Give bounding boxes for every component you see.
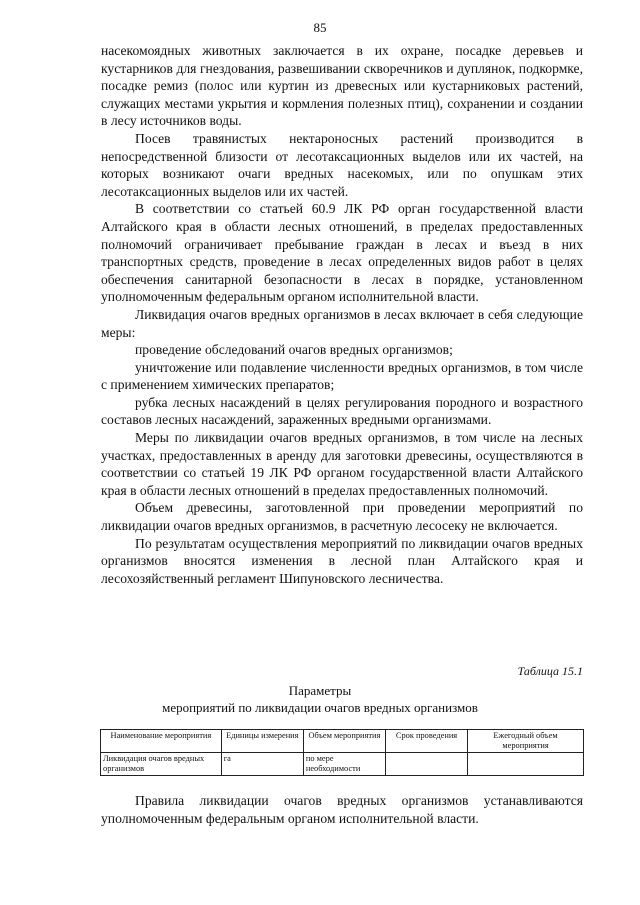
table-title-line: Параметры [288, 683, 352, 698]
table-caption: Таблица 15.1 [517, 664, 583, 678]
table-cell [385, 753, 467, 776]
table-header-cell: Единицы измерения [221, 730, 303, 753]
table-cell [468, 753, 584, 776]
table-header-cell: Наименование мероприятия [101, 730, 222, 753]
list-item: уничтожение или подавление численности вредных организмов, в том числе с применением химических препаратов; [101, 359, 583, 393]
table-cell: по мере необходимости [303, 753, 385, 776]
final-text [101, 792, 583, 827]
table-header-cell: Ежегодный объем мероприятия [468, 730, 584, 753]
table-cell: га [221, 753, 303, 776]
paragraph: По результатам осуществления мероприятий по ликвидации очагов вредных организмов вносятся изменения в лесной план Алтайского края и лесохозяйственный регламент Шипуновского лесничества. [101, 535, 583, 586]
body-text [101, 42, 583, 587]
table-cell: Ликвидация очагов вредных организмов [101, 753, 222, 776]
paragraph: Ликвидация очагов вредных организмов в лесах включает в себя следующие меры: [101, 306, 583, 340]
table-header-cell: Срок проведения [385, 730, 467, 753]
table-title [0, 682, 640, 716]
paragraph: Объем древесины, заготовленной при проведении мероприятий по ликвидации очагов вредных организмов, в расчетную лесосеку не включается. [101, 500, 583, 534]
paragraph: Меры по ликвидации очагов вредных организмов, в том числе на лесных участках, предоставленных в аренду для заготовки древесины, осуществляются в соответствии со статьей 19 ЛК РФ органом государственной власти Алтайского края в области лесных отношений в пределах предоставленных полномочий. [101, 430, 583, 498]
table-title-line: мероприятий по ликвидации очагов вредных организмов [162, 700, 478, 715]
parameters-table [100, 729, 584, 776]
table-header-row [101, 730, 584, 753]
table-header-cell: Объем мероприятия [303, 730, 385, 753]
paragraph: насекомоядных животных заключается в их охране, посадке деревьев и кустарников для гнездования, развешивании скворечников и дуплянок, подкормке, посадке ремиз (полос или куртин из древесных или кустарниковых растений, служащих местами укрытия и кормления полезных птиц), сохранении и создании в лесу источников воды. [101, 43, 583, 129]
paragraph: В соответствии со статьей 60.9 ЛК РФ орган государственной власти Алтайского края в области лесных отношений, в пределах предоставленных полномочий ограничивает пребывание граждан в лесах и въезд в них транспортных средств, проведение в лесах определенных видов работ в целях обеспечения санитарной безопасности в лесах в порядке, установленном уполномоченным федеральным органом исполнительной власти. [101, 201, 583, 305]
paragraph: Правила ликвидации очагов вредных организмов устанавливаются уполномоченным федеральным органом исполнительной власти. [101, 793, 583, 826]
list-item: проведение обследований очагов вредных организмов; [135, 342, 453, 358]
page-number: 85 [313, 20, 327, 35]
list-item: рубка лесных насаждений в целях регулирования породного и возрастного составов лесных насаждений, зараженных вредными организмами. [101, 394, 583, 428]
paragraph: Посев травянистых нектароносных растений производится в непосредственной близости от лесотаксационных выделов или их частей, на которых возникают очаги вредных насекомых, или по опушкам этих лесотаксационных выделов или их частей. [101, 130, 583, 199]
table-row [101, 753, 584, 776]
